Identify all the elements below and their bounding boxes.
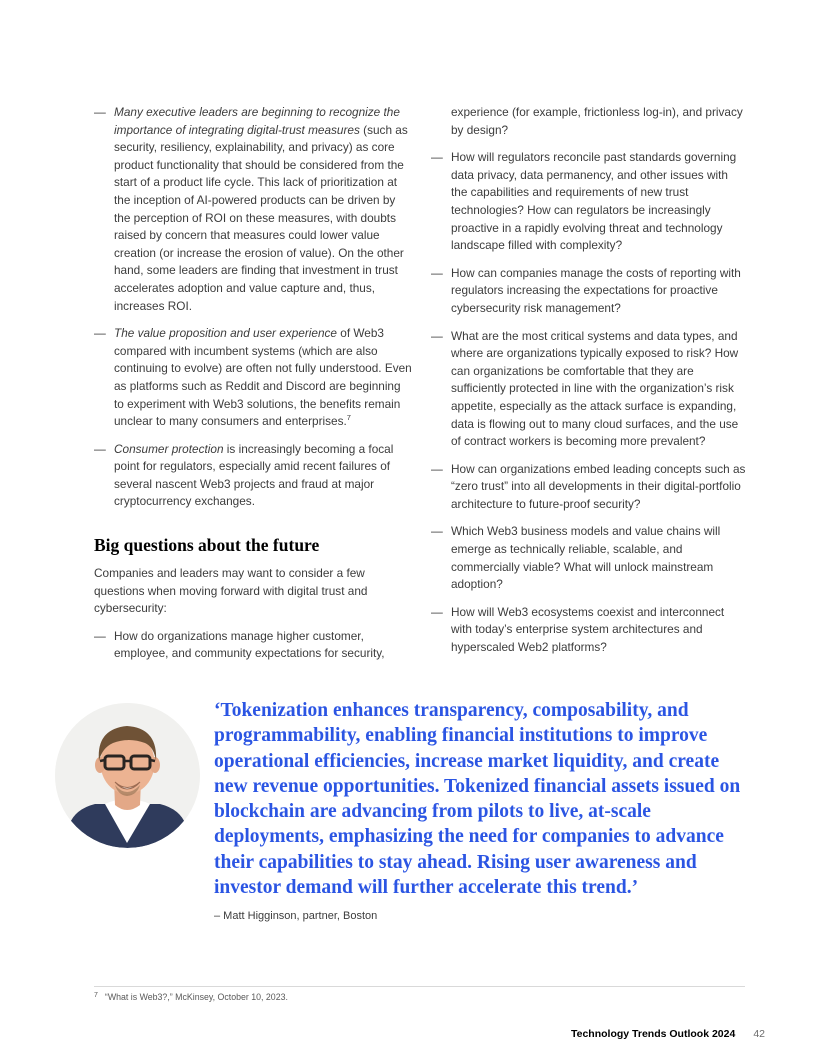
bullet-text: [114, 325, 413, 431]
bullet-body: of Web3 compared with incumbent systems (which are also continuing to evolve) are often not fully understood. Even as platforms such as Reddit and Discord are beginning to experiment with Web3 solutions, the benefits remain unclear to many consumers and enterprises.: [114, 326, 412, 429]
bullet-question-web3-models: [431, 523, 747, 593]
bullet-dash: —: [94, 441, 106, 456]
bullet-lead-italic: Consumer protection: [114, 441, 224, 456]
bullet-question-expectations: [94, 628, 413, 663]
bullet-dash: —: [431, 524, 443, 539]
footer-page-number: 42: [753, 1028, 765, 1040]
bullet-continuation: experience (for example, frictionless log-in), and privacy by design?: [451, 105, 743, 137]
bullet-dash: —: [94, 105, 106, 119]
footnote-text: “What is Web3?,” McKinsey, October 10, 2023.: [104, 992, 288, 1002]
bullet-dash: —: [431, 604, 443, 619]
footnote-marker: 7: [94, 992, 98, 999]
bullet-question-regulators: [431, 149, 747, 255]
bullet-lead-italic: The value proposition and user experience: [114, 326, 337, 341]
quote-body: [214, 698, 754, 922]
bullet-dash: —: [431, 328, 443, 343]
bullet-lead-italic: Many executive leaders are beginning to recognize the importance of integrating digital-trust measures: [114, 105, 400, 137]
bullet-dash: —: [94, 628, 106, 643]
bullet-dash: —: [431, 265, 443, 280]
bullet-question-zero-trust: [431, 461, 747, 514]
section-heading: Big questions about the future: [94, 535, 320, 556]
bullet-question-reporting-costs: [431, 265, 747, 318]
bullet-value-proposition: [94, 325, 413, 431]
bullet-dash: —: [431, 461, 443, 476]
portrait-photo: [55, 703, 200, 848]
footnote-area: [94, 986, 745, 1002]
bullet-text: [114, 441, 413, 511]
two-column-body: [94, 104, 747, 673]
bullet-text: How do organizations manage higher customer, employee, and community expectations for security,: [114, 628, 385, 661]
portrait-illustration: [55, 703, 200, 848]
bullet-body: is increasingly becoming a focal point for regulators, especially amid recent failures of several nascent Web3 projects and fraud at major cryptocurrency exchanges.: [114, 441, 394, 509]
bullet-text: How can organizations embed leading concepts such as “zero trust” into all developments in their digital-portfolio architecture to future-proof security?: [451, 461, 746, 511]
footnote-divider: [94, 986, 745, 987]
bullet-consumer-protection: [94, 441, 413, 511]
bullet-dash: —: [94, 326, 106, 341]
bullet-text: [114, 104, 413, 315]
quote-text: ‘Tokenization enhances transparency, composability, and programmability, enabling financial institutions to improve operational efficiencies, increase market liquidity, and create new revenue opportunities. Tokenized financial assets issued on blockchain are advancing from pilots to live, at-scale deployments, emphasizing the need for companies to advance their capabilities to stay ahead. Rising user awareness and investor demand will further accelerate this trend.’: [214, 700, 741, 899]
bullet-digital-trust-measures: [94, 104, 413, 315]
footnote-reference: 7: [346, 413, 351, 423]
right-column: [431, 104, 747, 673]
bullet-question-critical-systems: [431, 328, 747, 451]
bullet-text: Which Web3 business models and value chains will emerge as technically reliable, scalable, and commercially viable? What will unlock mainstream adoption?: [451, 524, 721, 592]
bullet-question-web3-coexist: [431, 604, 747, 657]
bullet-text: How can companies manage the costs of reporting with regulators increasing the expectations for proactive cybersecurity risk management?: [451, 265, 741, 315]
bullet-text: How will Web3 ecosystems coexist and interconnect with today’s enterprise system architectures and hyperscaled Web2 platforms?: [451, 604, 725, 655]
quote-attribution: – Matt Higginson, partner, Boston: [214, 910, 378, 923]
bullet-body: (such as security, resiliency, explainability, and privacy) as core product functionality that should be considered from the start of a product life cycle. This lack of prioritization at the inception of AI-powered products can be driven by the perception of ROI on these measures, with doubts raised by concern that measures could lower value creation (or increase the erosion of value). On the other hand, some leaders are finding that investment in trust accelerates adoption and value capture and, thus, increases ROI.: [114, 122, 408, 313]
pull-quote-section: [55, 698, 761, 922]
intro-paragraph: Companies and leaders may want to consider a few questions when moving forward with digital trust and cybersecurity:: [94, 566, 368, 616]
bullet-dash: —: [431, 150, 443, 165]
footer-report-title: Technology Trends Outlook 2024: [570, 1028, 736, 1040]
page-footer: [571, 1028, 765, 1040]
footnote: [94, 992, 745, 1002]
left-column: [94, 104, 413, 673]
bullet-text: What are the most critical systems and data types, and where are organizations typically exposed to risk? How can organizations be comfortable that they are sufficiently protected in line with the organization’s risk appetite, especially as the attack surface is expanding, data is flowing out to many cloud surfaces, and the use of contract workers is becoming more prevalent?: [451, 328, 739, 449]
bullet-text: How will regulators reconcile past standards governing data privacy, data permanency, and other issues with the capabilities and requirements of new trust technologies? How can regulators be increasingly proactive in a rapidly evolving threat and technology landscape filled with complexity?: [451, 150, 737, 253]
